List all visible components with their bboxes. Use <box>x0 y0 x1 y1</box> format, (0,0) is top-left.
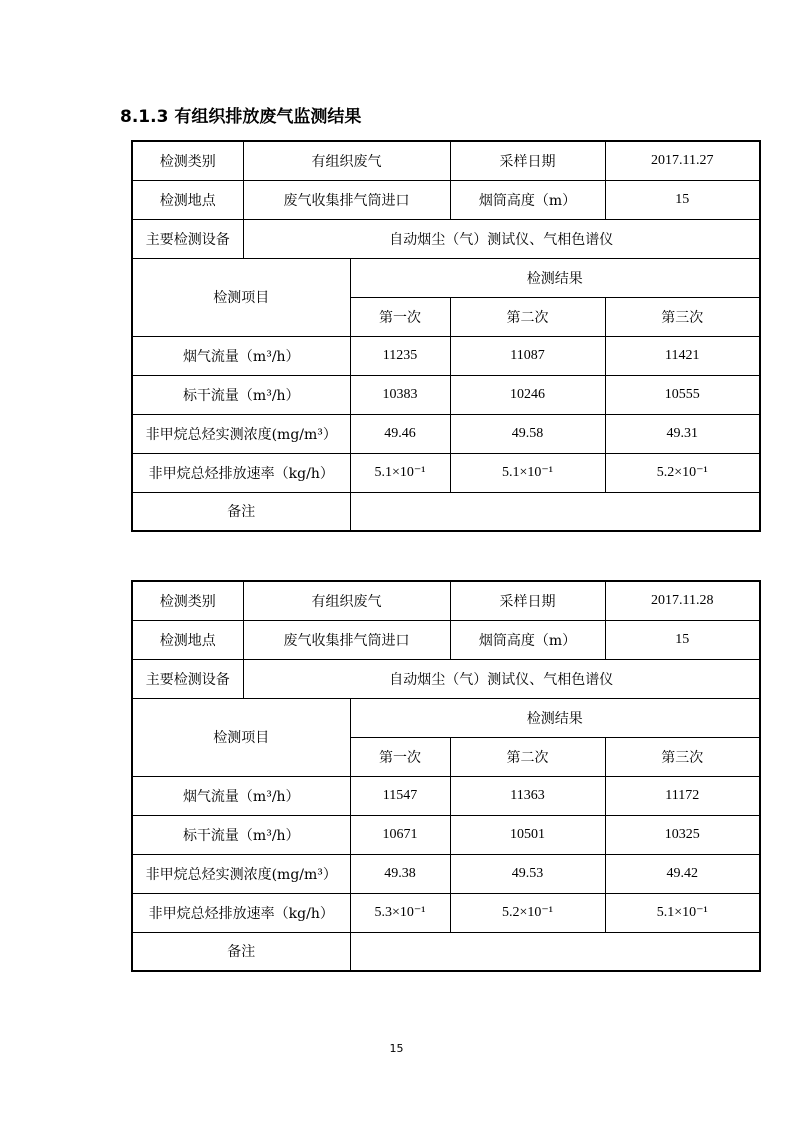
flow-run1: 11235 <box>350 336 450 375</box>
value-remark <box>350 932 760 971</box>
page-number: 15 <box>389 1042 404 1055</box>
value-remark <box>350 492 760 531</box>
label-equipment: 主要检测设备 <box>132 219 243 258</box>
rate-run1: 5.1×10⁻¹ <box>350 453 450 492</box>
label-type: 检测类别 <box>132 581 243 620</box>
table-row <box>132 581 760 620</box>
monitoring-table-1 <box>131 140 761 532</box>
label-remark: 备注 <box>132 932 350 971</box>
value-equipment: 自动烟尘（气）测试仪、气相色谱仪 <box>243 219 760 258</box>
rate-run2: 5.2×10⁻¹ <box>450 893 605 932</box>
flow-run1: 11547 <box>350 776 450 815</box>
label-remark: 备注 <box>132 492 350 531</box>
value-type: 有组织废气 <box>243 141 450 180</box>
label-type: 检测类别 <box>132 141 243 180</box>
label-height: 烟筒高度（m） <box>450 180 605 219</box>
conc-run1: 49.46 <box>350 414 450 453</box>
conc-run1: 49.38 <box>350 854 450 893</box>
std-flow-run2: 10501 <box>450 815 605 854</box>
label-run1: 第一次 <box>350 737 450 776</box>
table-row <box>132 932 760 971</box>
std-flow-run2: 10246 <box>450 375 605 414</box>
label-height: 烟筒高度（m） <box>450 620 605 659</box>
flow-run3: 11421 <box>605 336 760 375</box>
flow-run2: 11087 <box>450 336 605 375</box>
label-location: 检测地点 <box>132 180 243 219</box>
label-run3: 第三次 <box>605 737 760 776</box>
conc-run2: 49.58 <box>450 414 605 453</box>
std-flow-run3: 10555 <box>605 375 760 414</box>
rate-run1: 5.3×10⁻¹ <box>350 893 450 932</box>
table-row <box>132 453 760 492</box>
rate-run3: 5.2×10⁻¹ <box>605 453 760 492</box>
label-run2: 第二次 <box>450 737 605 776</box>
value-location: 废气收集排气筒进口 <box>243 180 450 219</box>
table-row <box>132 815 760 854</box>
conc-run3: 49.31 <box>605 414 760 453</box>
conc-run2: 49.53 <box>450 854 605 893</box>
conc-run3: 49.42 <box>605 854 760 893</box>
value-date: 2017.11.27 <box>605 141 760 180</box>
value-type: 有组织废气 <box>243 581 450 620</box>
label-location: 检测地点 <box>132 620 243 659</box>
section-title: 8.1.3 有组织排放废气监测结果 <box>120 107 362 127</box>
table-row <box>132 180 760 219</box>
std-flow-run1: 10383 <box>350 375 450 414</box>
rate-run3: 5.1×10⁻¹ <box>605 893 760 932</box>
label-run1: 第一次 <box>350 297 450 336</box>
label-result: 检测结果 <box>350 698 760 737</box>
table-row <box>132 375 760 414</box>
table-row <box>132 620 760 659</box>
label-std-flow: 标干流量（m³/h） <box>132 375 350 414</box>
value-height: 15 <box>605 620 760 659</box>
std-flow-run1: 10671 <box>350 815 450 854</box>
table-row <box>132 141 760 180</box>
table-row <box>132 698 760 737</box>
flow-run2: 11363 <box>450 776 605 815</box>
std-flow-run3: 10325 <box>605 815 760 854</box>
table-row <box>132 258 760 297</box>
table-row <box>132 336 760 375</box>
label-rate: 非甲烷总烃排放速率（kg/h） <box>132 453 350 492</box>
label-equipment: 主要检测设备 <box>132 659 243 698</box>
value-height: 15 <box>605 180 760 219</box>
label-conc: 非甲烷总烃实测浓度(mg/m³） <box>132 854 350 893</box>
table-row <box>132 492 760 531</box>
label-std-flow: 标干流量（m³/h） <box>132 815 350 854</box>
monitoring-table-2 <box>131 580 761 972</box>
label-rate: 非甲烷总烃排放速率（kg/h） <box>132 893 350 932</box>
label-item: 检测项目 <box>132 698 350 776</box>
label-conc: 非甲烷总烃实测浓度(mg/m³） <box>132 414 350 453</box>
rate-run2: 5.1×10⁻¹ <box>450 453 605 492</box>
label-date: 采样日期 <box>450 581 605 620</box>
table-row <box>132 414 760 453</box>
flow-run3: 11172 <box>605 776 760 815</box>
label-run3: 第三次 <box>605 297 760 336</box>
label-item: 检测项目 <box>132 258 350 336</box>
label-flow: 烟气流量（m³/h） <box>132 336 350 375</box>
label-result: 检测结果 <box>350 258 760 297</box>
table-row <box>132 776 760 815</box>
label-run2: 第二次 <box>450 297 605 336</box>
label-date: 采样日期 <box>450 141 605 180</box>
table-row <box>132 854 760 893</box>
table-row <box>132 659 760 698</box>
label-flow: 烟气流量（m³/h） <box>132 776 350 815</box>
value-equipment: 自动烟尘（气）测试仪、气相色谱仪 <box>243 659 760 698</box>
value-date: 2017.11.28 <box>605 581 760 620</box>
table-row <box>132 893 760 932</box>
table-row <box>132 219 760 258</box>
value-location: 废气收集排气筒进口 <box>243 620 450 659</box>
